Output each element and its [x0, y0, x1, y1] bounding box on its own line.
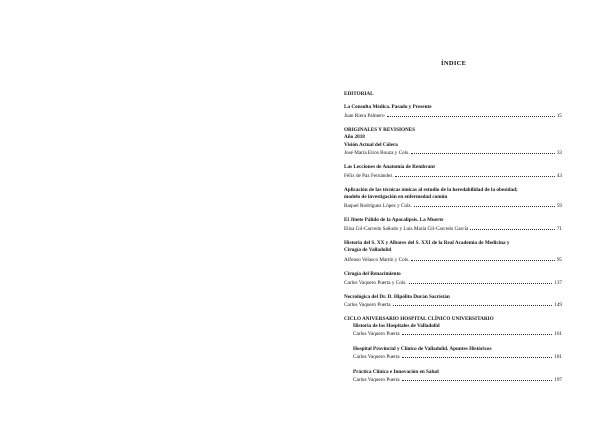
leader-dots: [393, 301, 553, 306]
entry-title-continued: Cirugía de Valladolid: [344, 247, 392, 253]
entry-author-line: [353, 353, 562, 360]
entry-page-number: 43: [556, 173, 562, 179]
entry-title: Cirugía del Renacimiento: [344, 271, 401, 277]
leader-dots: [402, 376, 553, 381]
leader-dots: [470, 225, 554, 230]
leader-dots: [387, 112, 555, 117]
entry-author-line: [353, 330, 562, 337]
entry-author-line: [344, 149, 562, 156]
entry-author-line: [344, 301, 562, 308]
entry-author: Félix de Paz Fernández: [344, 173, 393, 179]
leader-dots: [414, 202, 555, 207]
entry-author: Carlos Vaquero Puerta: [353, 331, 400, 337]
entry-author-line: [344, 172, 562, 179]
entry-page-number: 161: [554, 331, 562, 337]
entry-page-number: 71: [556, 226, 562, 232]
entry-author-line: [344, 225, 562, 232]
leader-dots: [411, 149, 554, 154]
section-heading-originales: ORIGINALES Y REVISIONES: [344, 127, 416, 133]
section-heading-ciclo: CICLO ANIVERSARIO HOSPITAL CLÍNICO UNIVERSITARIO: [344, 316, 494, 322]
entry-page-number: 149: [554, 302, 562, 308]
entry-page-number: 59: [556, 203, 562, 209]
entry-author-line: [344, 279, 562, 286]
entry-author-line: [344, 202, 562, 209]
entry-title: Historia de los Hospitales de Valladolid: [353, 323, 440, 329]
entry-author: Carlos Vaquero Puerta y Cols.: [344, 280, 407, 286]
entry-title: Historia del S. XX y Albores del S. XXI de la Real Academia de Medicina y: [344, 240, 510, 246]
entry-author: Carlos Vaquero Puerta: [353, 377, 400, 383]
entry-author: Carlos Vaquero Puerta: [353, 354, 400, 360]
leader-dots: [409, 279, 553, 284]
leader-dots: [395, 172, 555, 177]
entry-author: Carlos Vaquero Puerta: [344, 302, 391, 308]
entry-title-continued: modelo de investigación en enfermedad común: [344, 194, 448, 200]
leader-dots: [402, 353, 553, 358]
entry-page-number: 137: [554, 280, 562, 286]
leader-dots: [411, 256, 554, 261]
entry-title: Visión Actual del Cólera: [344, 142, 398, 148]
entry-page-number: 33: [556, 150, 562, 156]
page-title: ÍNDICE: [441, 60, 467, 67]
entry-author: Elisa Gil-Carcedo Sañudo y Luis María Gil-Carcedo García: [344, 226, 469, 232]
entry-author-line: [344, 256, 562, 263]
entry-author-line: [353, 376, 562, 383]
entry-title: Necrológica del Dr. D. Hipólito Durán Sacristán: [344, 294, 450, 300]
entry-title: La Consulta Médica. Pasado y Presente: [344, 104, 432, 110]
entry-page-number: 95: [556, 257, 562, 263]
entry-title: El Jinete Pálido de la Apocalipsis. La Muerte: [344, 217, 444, 223]
section-year: Año 2018: [344, 134, 365, 140]
entry-title: Aplicación de las técnicas ómicas al estudio de la heredabilidad de la obesidad;: [344, 187, 518, 193]
entry-title: Hospital Provincial y Clínico de Valladolid. Apuntes Históricos: [353, 346, 492, 352]
entry-author: José María Eiros Bouza y Cols.: [344, 150, 410, 156]
entry-page-number: 15: [556, 113, 562, 119]
entry-title: Práctica Clínica e Innovación en Salud: [353, 369, 439, 375]
section-heading-editorial: EDITORIAL: [344, 91, 374, 97]
entry-author: Juan Riera Palmero: [344, 113, 385, 119]
entry-author: Alfonso Velasco Martín y Cols.: [344, 257, 410, 263]
entry-author: Raquel Rodríguez López y Cols.: [344, 203, 412, 209]
entry-page-number: 197: [554, 377, 562, 383]
entry-title: Las Lecciones de Anatomía de Rembrant: [344, 164, 435, 170]
entry-page-number: 181: [554, 354, 562, 360]
entry-author-line: [344, 112, 562, 119]
leader-dots: [402, 330, 553, 335]
